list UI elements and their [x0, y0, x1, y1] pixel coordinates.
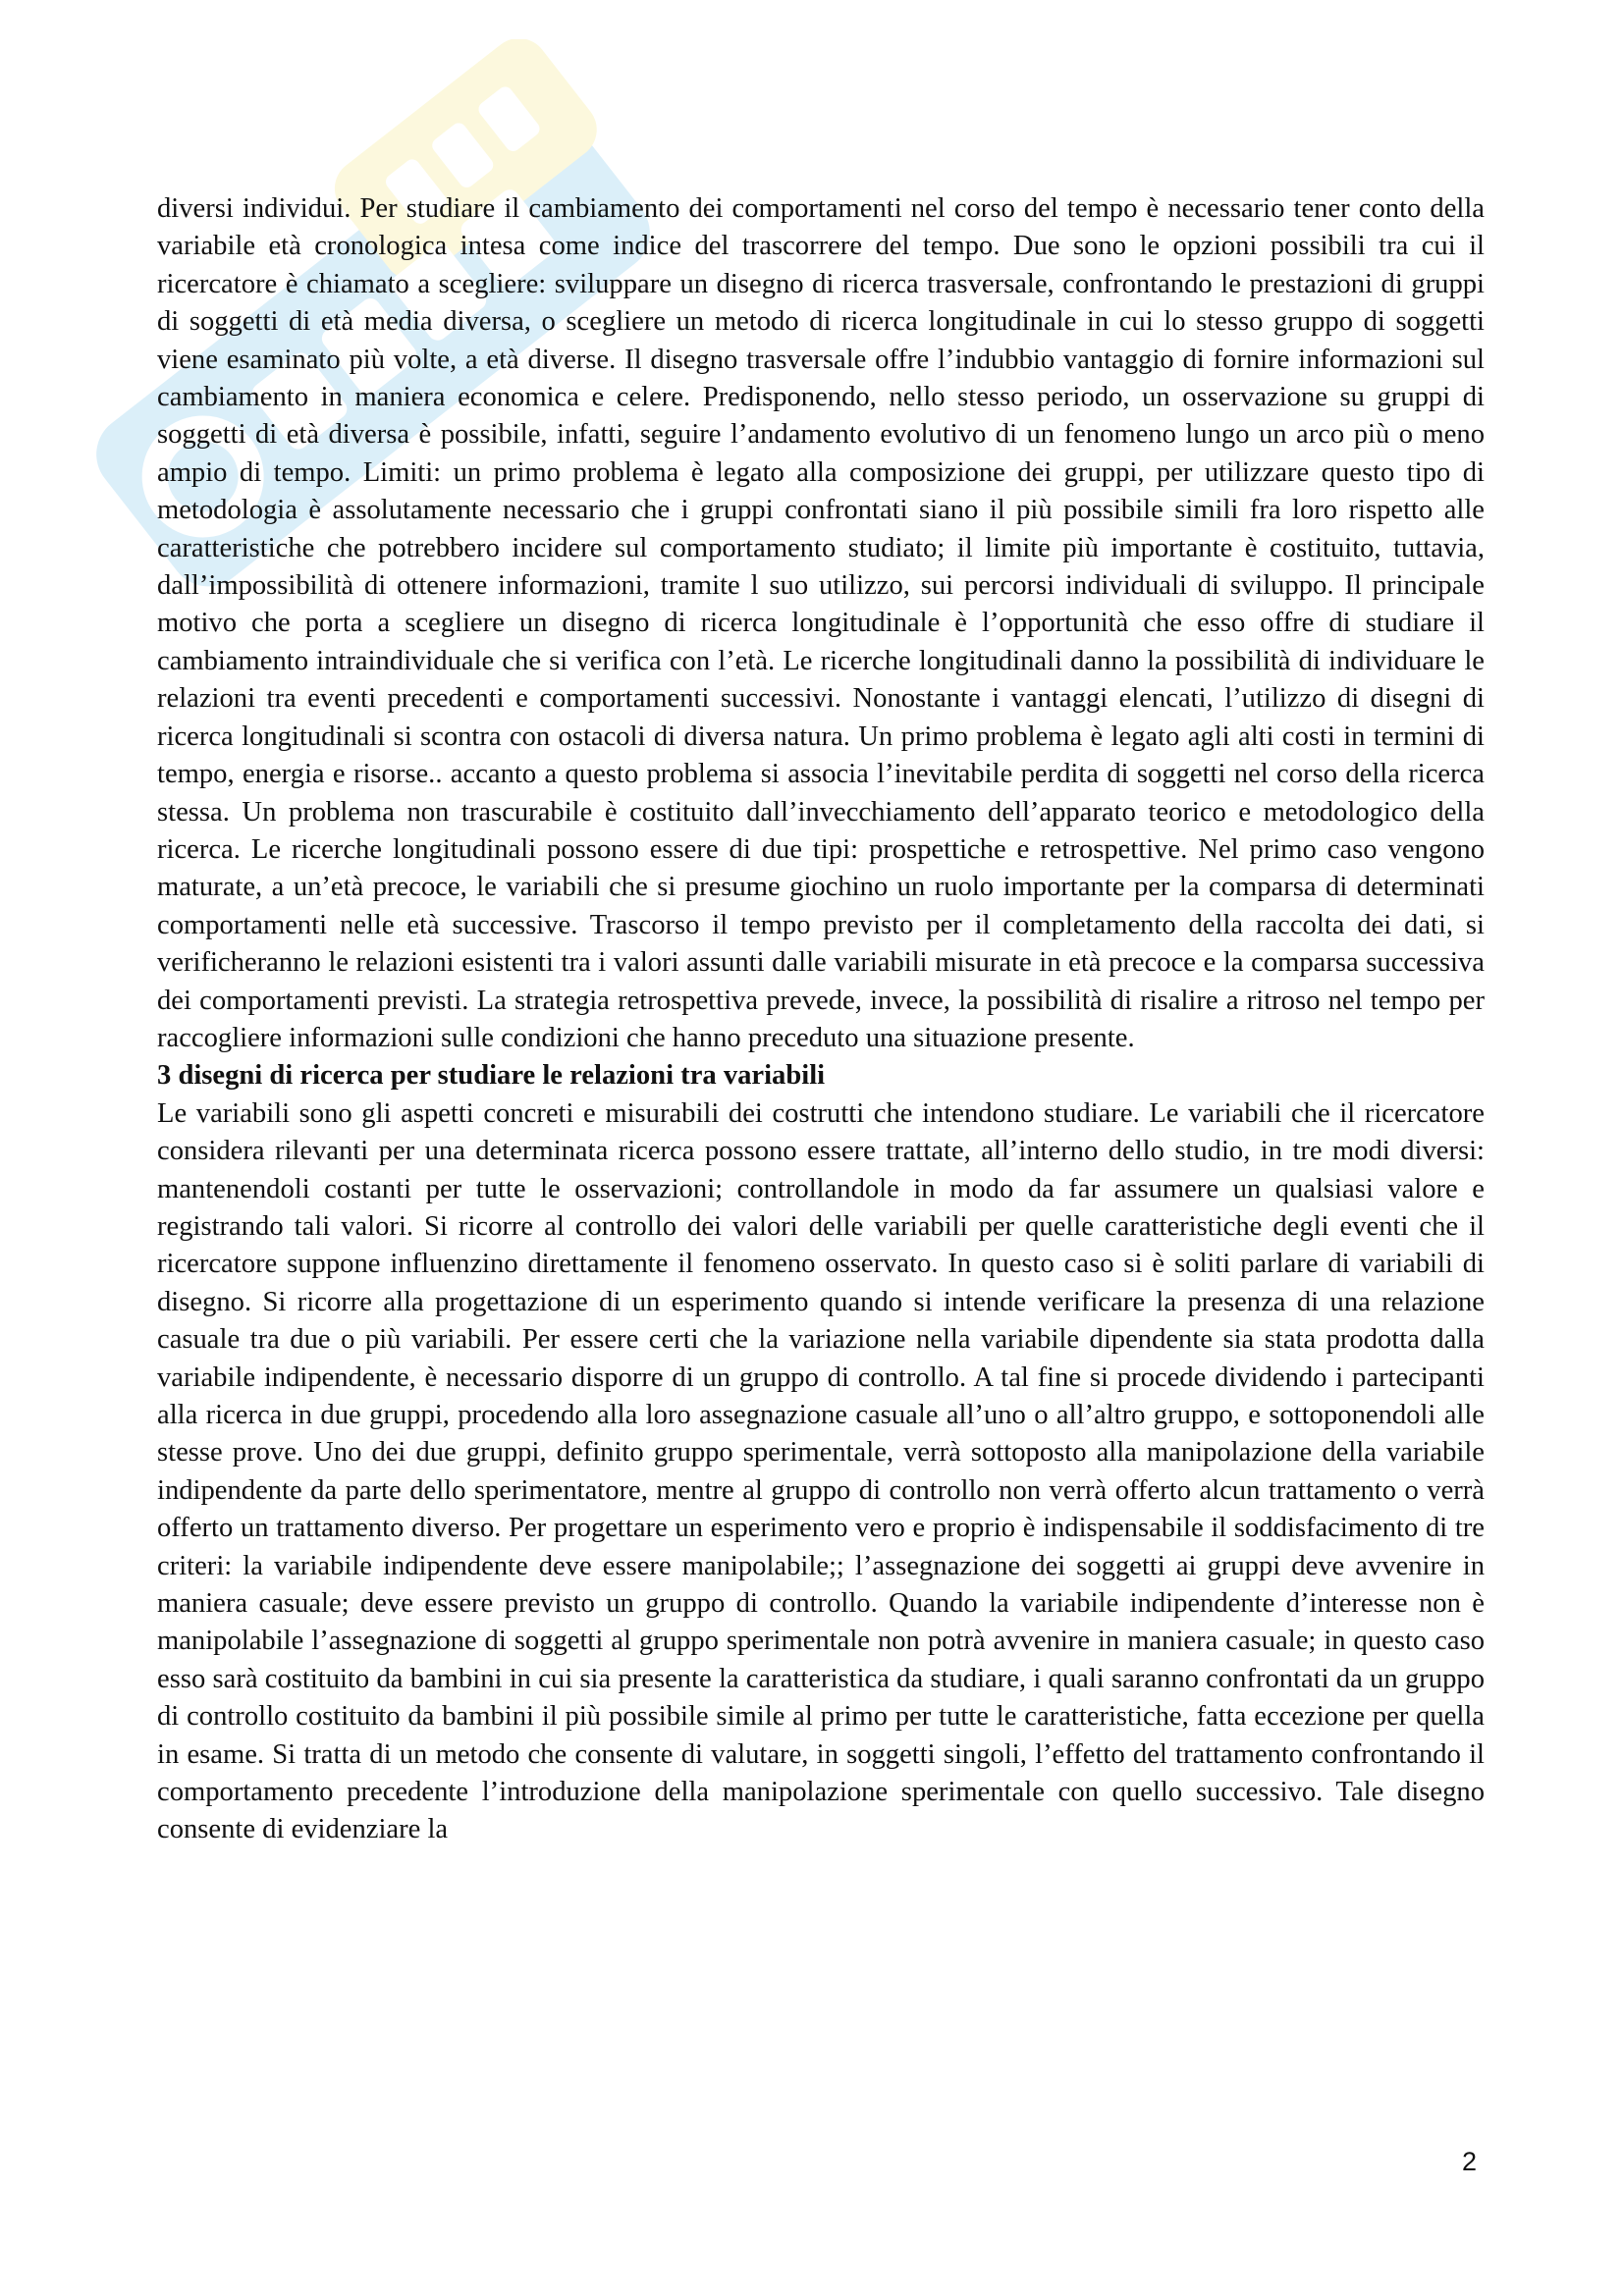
- body-paragraph: diversi individui. Per studiare il cambiamento dei comportamenti nel corso del tempo è necessario tener conto della variabile età cronologica intesa come indice del trascorrere del tempo. Due sono le opzioni possibili tra cui il ricercatore è chiamato a scegliere: sviluppare un disegno di ricerca trasversale, confrontando le prestazioni di gruppi di soggetti di età media diversa, o scegliere un metodo di ricerca longitudinale in cui lo stesso gruppo di soggetti viene esaminato più volte, a età diverse. Il disegno trasversale offre l’indubbio vantaggio di fornire informazioni sul cambiamento in maniera economica e celere. Predisponendo, nello stesso periodo, un osservazione su gruppi di soggetti di età diversa è possibile, infatti, seguire l’andamento evolutivo di un fenomeno lungo un arco più o meno ampio di tempo. Limiti: un primo problema è legato alla composizione dei gruppi, per utilizzare questo tipo di metodologia è assolutamente necessario che i gruppi confrontati siano il più possibile simili fra loro rispetto alle caratteristiche che potrebbero incidere sul comportamento studiato; il limite più importante è costituito, tuttavia, dall’impossibilità di ottenere informazioni, tramite l suo utilizzo, sui percorsi individuali di sviluppo. Il principale motivo che porta a scegliere un disegno di ricerca longitudinale è l’opportunità che esso offre di studiare il cambiamento intraindividuale che si verifica con l’età. Le ricerche longitudinali danno la possibilità di individuare le relazioni tra eventi precedenti e comportamenti successivi. Nonostante i vantaggi elencati, l’utilizzo di disegni di ricerca longitudinali si scontra con ostacoli di diversa natura. Un primo problema è legato agli alti costi in termini di tempo, energia e risorse.. accanto a questo problema si associa l’inevitabile perdita di soggetti nel corso della ricerca stessa. Un problema non trascurabile è costituito dall’invecchiamento dell’apparato teorico e metodologico della ricerca. Le ricerche longitudinali possono essere di due tipi: prospettiche e retrospettive. Nel primo caso vengono maturate, a un’età precoce, le variabili che si presume giochino un ruolo importante per la comparsa di determinati comportamenti nelle età successive. Trascorso il tempo previsto per il completamento della raccolta dei dati, si verificheranno le relazioni esistenti tra i valori assunti dalle variabili misurate in età precoce e la comparsa successiva dei comportamenti previsti. La strategia retrospettiva prevede, invece, la possibilità di risalire a ritroso nel tempo per raccogliere informazioni sulle condizioni che hanno preceduto una situazione presente.: [157, 193, 1485, 1053]
- body-paragraph: Le variabili sono gli aspetti concreti e misurabili dei costrutti che intendono studiare. Le variabili che il ricercatore considera rilevanti per una determinata ricerca possono essere trattate, all’interno dello studio, in tre modi diversi: mantenendoli costanti per tutte le osservazioni; controllandole in modo da far assumere un qualsiasi valore e registrando tali valori. Si ricorre al controllo dei valori delle variabili per quelle caratteristiche degli eventi che il ricercatore suppone influenzino direttamente il fenomeno osservato. In questo caso si è soliti parlare di variabili di disegno. Si ricorre alla progettazione di un esperimento quando si intende verificare la presenza di una relazione casuale tra due o più variabili. Per essere certi che la variazione nella variabile dipendente sia stata prodotta dalla variabile indipendente, è necessario disporre di un gruppo di controllo. A tal fine si procede dividendo i partecipanti alla ricerca in due gruppi, procedendo alla loro assegnazione casuale all’uno o all’altro gruppo, e sottoponendoli alle stesse prove. Uno dei due gruppi, definito gruppo sperimentale, verrà sottoposto alla manipolazione della variabile indipendente da parte dello sperimentatore, mentre al gruppo di controllo non verrà offerto alcun trattamento o verrà offerto un trattamento diverso. Per progettare un esperimento vero e proprio è indispensabile il soddisfacimento di tre criteri: la variabile indipendente deve essere manipolabile;; l’assegnazione dei soggetti ai gruppi deve avvenire in maniera casuale; deve essere previsto un gruppo di controllo. Quando la variabile indipendente d’interesse non è manipolabile l’assegnazione di soggetti al gruppo sperimentale non potrà avvenire in maniera casuale; in questo caso esso sarà costituito da bambini in cui sia presente la caratteristica da studiare, i quali saranno confrontati da un gruppo di controllo costituito da bambini il più possibile simile al primo per tutte le caratteristiche, fatta eccezione per quella in esame. Si tratta di un metodo che consente di valutare, in soggetti singoli, l’effetto del trattamento confrontando il comportamento precedente l’introduzione della manipolazione sperimentale con quello successivo. Tale disegno consente di evidenziare la: [157, 1097, 1485, 1845]
- page-number: 2: [1461, 2147, 1477, 2176]
- document-body: [157, 190, 1485, 1849]
- section-heading: 3 disegni di ricerca per studiare le relazioni tra variabili: [157, 1060, 826, 1092]
